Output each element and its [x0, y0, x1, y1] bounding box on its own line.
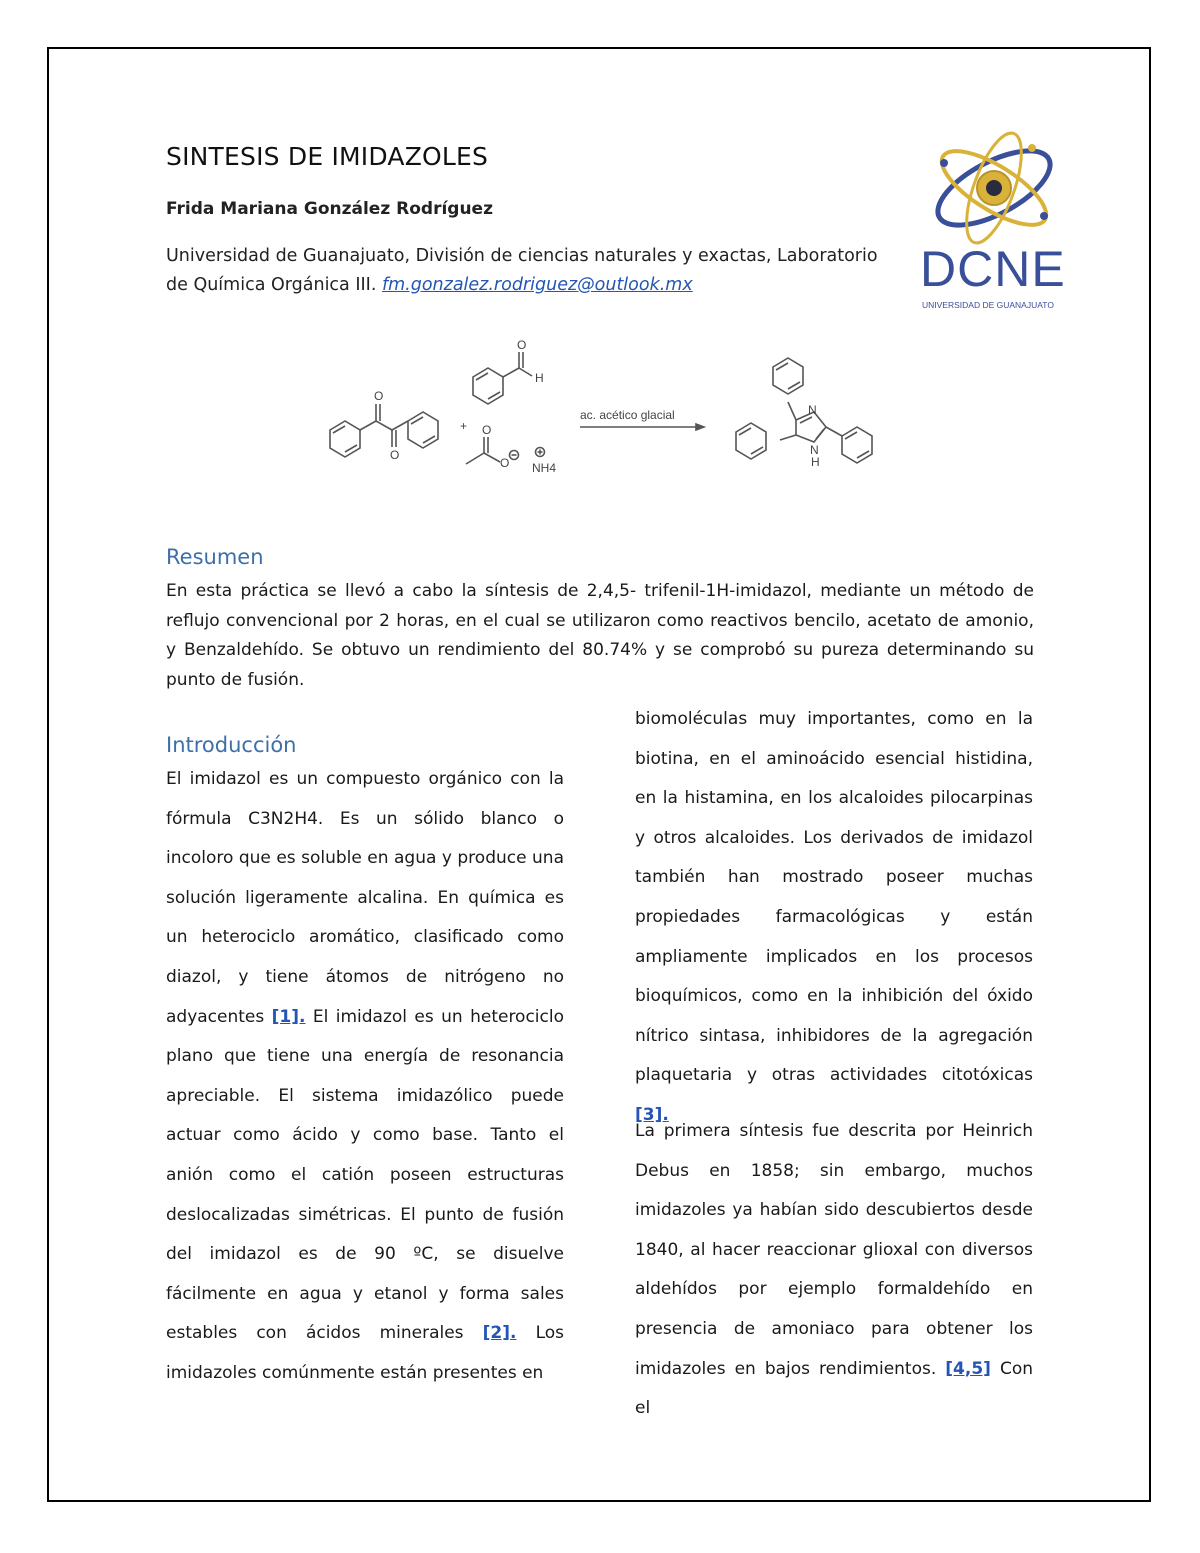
citation-link-1[interactable]: [1]. [271, 1006, 306, 1027]
affiliation-text: Universidad de Guanajuato, División de ciencias naturales y exactas, Laboratorio de Química Orgánica III. [166, 246, 878, 295]
abstract-heading: Resumen [166, 545, 264, 569]
abstract-text: En esta práctica se llevó a cabo la síntesis de 2,4,5- trifenil-1H-imidazol, mediante un método de reflujo convencional por 2 horas, en el cual se utilizaron como reactivos bencilo, acetato de amonio, y Benzaldehído. Se obtuvo un rendimiento del 80.74% y se comprobó su pureza determinando su punto de fusión. [166, 581, 1034, 690]
intro-column-right-p1 [635, 700, 1033, 1136]
intro-p3-b: Con el [635, 1358, 1033, 1419]
triphenylimidazole-structure [736, 358, 872, 463]
intro-p2-a: biomoléculas muy importantes, como en la biotina, en el aminoácido esencial histidina, en la histamina, en los alcaloides pilocarpinas y otros alcaloides. Los derivados de imidazol también han mostrado poseer muchas propiedades farmacológicas y están ampliamente implicados en los procesos bioquímicos, como en la inhibición del óxido nítrico sintasa, inhibidores de la agregación plaquetaria y otras actividades citotóxicas [635, 709, 1033, 1086]
intro-column-right-p2 [635, 1112, 1033, 1429]
plus-sign: + [460, 419, 468, 433]
imidazole-nh-hydrogen: H [811, 455, 820, 469]
intro-heading: Introducción [166, 733, 297, 757]
intro-column-left [166, 760, 564, 1394]
logo-name: DCNE [920, 241, 1066, 297]
benzaldehyde-structure [473, 352, 532, 404]
reagent-label: ac. acético glacial [580, 408, 675, 422]
citation-link-3[interactable]: [3]. [635, 1104, 669, 1125]
ammonium-label: NH4 [532, 461, 557, 475]
affiliation [166, 242, 886, 300]
dcne-logo [914, 128, 1076, 318]
citation-link-4-5[interactable]: [4,5] [945, 1358, 991, 1379]
intro-p1-b: El imidazol es un heterociclo plano que tiene una energía de resonancia apreciable. El sistema imidazólico puede actuar como ácido y como base. Tanto el anión como el catión poseen estructuras deslocalizadas simétricas. El punto de fusión del imidazol es de 90 ºC, se disuelve fácilmente en agua y etanol y forma sales estables con ácidos minerales [166, 1006, 564, 1344]
benzil-oxygen-bottom: O [390, 448, 400, 462]
aldehyde-hydrogen: H [535, 371, 544, 385]
intro-p3-a: La primera síntesis fue descrita por Heinrich Debus en 1858; sin embargo, muchos imidazoles ya habían sido descubiertos desde 1840, al hacer reaccionar glioxal con diversos aldehídos por ejemplo formaldehído en presencia de amoniaco para obtener los imidazoles en bajos rendimientos. [635, 1121, 1033, 1379]
acetate-oxygen-top: O [482, 423, 492, 437]
citation-link-2[interactable]: [2]. [482, 1323, 517, 1344]
intro-p1-a: El imidazol es un compuesto orgánico con la fórmula C3N2H4. Es un sólido blanco o incoloro que es soluble en agua y produce una solución ligeramente alcalina. En química es un heterociclo aromático, clasificado como diazol, y tiene átomos de nitrógeno no adyacentes [166, 769, 564, 1027]
aldehyde-oxygen: O [517, 338, 527, 352]
intro-p1-c: Los imidazoles comúnmente están presentes en [166, 1323, 564, 1383]
benzil-structure [330, 404, 438, 457]
reaction-scheme [318, 332, 888, 502]
benzil-oxygen-top: O [374, 389, 384, 403]
atom-icon [927, 128, 1061, 249]
paper-title: SINTESIS DE IMIDAZOLES [166, 142, 489, 171]
imidazole-nh-nitrogen: N [810, 443, 819, 457]
author-name: Frida Mariana González Rodríguez [166, 199, 493, 219]
author-email-link[interactable]: fm.gonzalez.rodriguez@outlook.mx [381, 275, 693, 295]
imidazole-nitrogen: N [808, 403, 817, 417]
logo-subtitle: UNIVERSIDAD DE GUANAJUATO [922, 300, 1054, 310]
acetate-oxygen: O [500, 456, 510, 470]
